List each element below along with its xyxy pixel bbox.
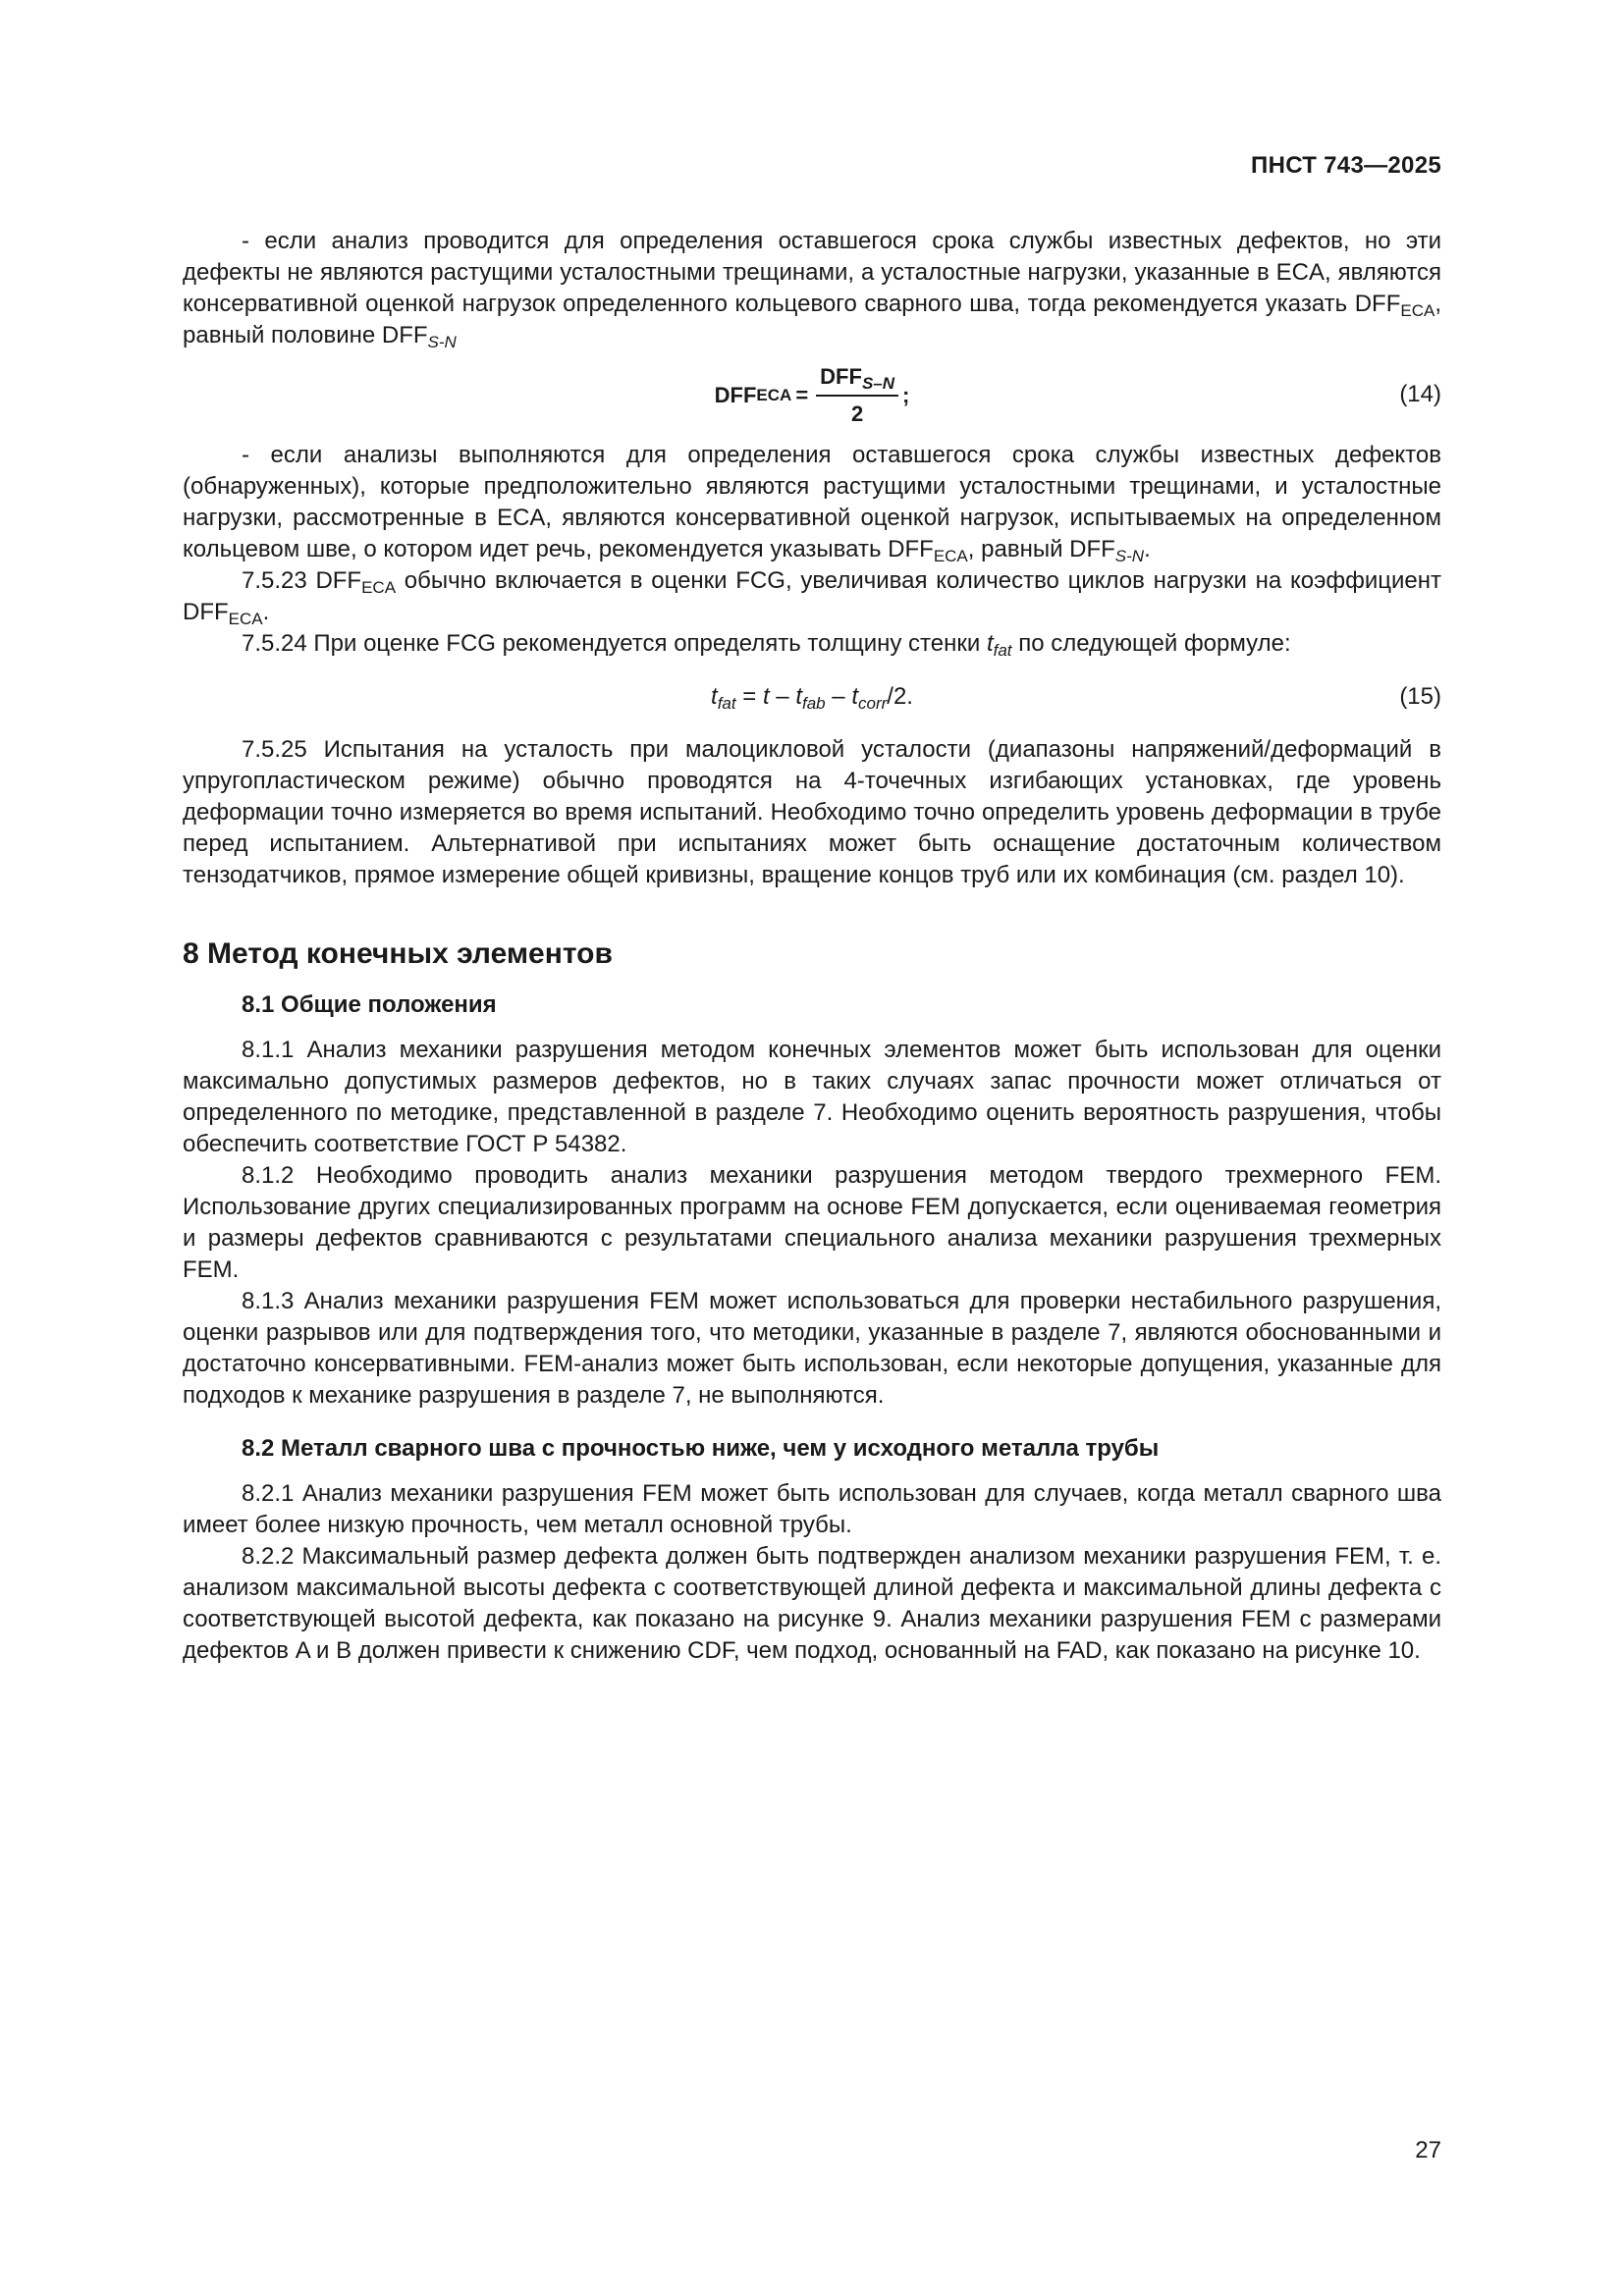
section-8-title: 8 Метод конечных элементов [183, 937, 613, 970]
subscript: ECA [933, 547, 968, 565]
section-8-1-title: 8.1 Общие положения [242, 991, 497, 1018]
subscript: S-N [1114, 547, 1145, 565]
var: t [795, 683, 802, 710]
formula-14 [183, 361, 1441, 430]
paragraph-dff-equal [183, 440, 1441, 565]
subscript: ECA [1400, 301, 1435, 320]
sub: fat [717, 694, 736, 713]
numerator-subscript: S–N [861, 374, 895, 393]
subscript: ECA [228, 610, 263, 628]
section-8-2-title: 8.2 Металл сварного шва с прочностью ниже, чем у исходного металла трубы [242, 1435, 1160, 1462]
formula-15-expression [183, 669, 1441, 713]
text: . [262, 599, 270, 625]
fraction-denominator: 2 [850, 401, 864, 426]
paragraph-8-1-3: 8.1.3 Анализ механики разрушения FEM может использоваться для проверки нестабильного разрушения, оценки разрывов или для подтверждения того, что методики, указанные в разделе 7, являются обоснованными и достаточно консервативными. FEM-анализ может быть использован, если некоторые допущения, указанные для подходов к механике разрушения в разделе 7, не выполняются. [183, 1288, 1441, 1409]
paragraph-7-5-25: 7.5.25 Испытания на усталость при малоцикловой усталости (диапазоны напряжений/деформаций в упругопластическом режиме) обычно проводятся на 4-точечных изгибающих установках, где уровень деформации точно измеряется во время испытаний. Необходимо точно определить уровень деформации в трубе перед испытанием. Альтернативой при испытаниях может быть оснащение достаточным количеством тензодатчиков, прямое измерение общей кривизны, вращение концов труб или их комбинация (см. раздел 10). [183, 736, 1441, 888]
var: t [851, 683, 858, 710]
text: , равный половине DFF [183, 291, 1441, 348]
formula-fraction [816, 361, 898, 430]
text: 7.5.23 DFF [242, 567, 362, 594]
text: , равный DFF [967, 536, 1115, 562]
page-number: 27 [1415, 2137, 1441, 2163]
formula-number: (15) [1399, 683, 1441, 710]
text: - если анализ проводится для определения оставшегося срока службы известных дефектов, но эти дефекты не являются растущими усталостными трещинами, а усталостные нагрузки, указанные в ECA, являются консервативной оценкой нагрузок определенного кольцевого сварного шва, тогда рекомендуется указать DFF [183, 228, 1441, 317]
formula-equals: = [795, 383, 809, 407]
document-header: ПНСТ 743—2025 [1251, 152, 1441, 179]
var: t [762, 683, 770, 710]
sub: fab [802, 694, 826, 713]
formula-tail: ; [902, 383, 910, 407]
text: 7.5.24 При оценке FCG рекомендуется определять толщину стенки [242, 630, 987, 657]
page-content [183, 226, 1441, 1667]
paragraph-8-1-2: 8.1.2 Необходимо проводить анализ механики разрушения методом твердого трехмерного FEM. Использование других специализированных программ на основе FEM допускается, если оцениваемая геометрия и размеры дефектов сравниваются с результатами специального анализа механики разрушения трехмерных FEM. [183, 1162, 1441, 1283]
text: обычно включается в оценки FCG, увеличивая количество циклов нагрузки на коэффициент DFF [183, 567, 1441, 625]
subscript: ECA [361, 578, 397, 597]
variable: t [986, 630, 994, 657]
paragraph-8-2-1: 8.2.1 Анализ механики разрушения FEM может быть использован для случаев, когда металл сварного шва имеет более низкую прочность, чем металл основной трубы. [183, 1480, 1441, 1538]
paragraph-dff-half [183, 226, 1441, 351]
tail: /2. [887, 683, 913, 710]
op: – [825, 683, 852, 710]
text: . [1144, 536, 1151, 562]
formula-15 [183, 669, 1441, 724]
op: – [769, 683, 796, 710]
subscript: fat [993, 641, 1012, 660]
formula-number: (14) [1399, 381, 1441, 407]
var: t [711, 683, 718, 710]
formula-14-expression: DFF ECA = $\frac{DFF_{S-N}}{2}$ ; [183, 361, 1441, 430]
op: = [735, 683, 763, 710]
paragraph-8-1-1: 8.1.1 Анализ механики разрушения методом конечных элементов может быть использован для оценки максимально допустимых размеров дефектов, но в таких случаях запас прочности может отличаться от определенного по методике, представленной в разделе 7. Необходимо оценить вероятность разрушения, чтобы обеспечить соответствие ГОСТ Р 54382. [183, 1037, 1441, 1157]
paragraph-8-2-2: 8.2.2 Максимальный размер дефекта должен быть подтвержден анализом механики разрушения FEM, т. е. анализом максимальной высоты дефекта с соответствующей длиной дефекта и максимальной длины дефекта с соответствующей высотой дефекта, как показано на рисунке 9. Анализ механики разрушения FEM с размерами дефектов A и B должен привести к снижению CDF, чем подход, основанный на FAD, как показано на рисунке 10. [183, 1543, 1441, 1664]
subscript: S-N [427, 333, 457, 351]
sub: corr [858, 694, 888, 713]
formula-lhs: DFF [714, 383, 757, 407]
text: по следующей формуле: [1011, 630, 1291, 657]
fraction-numerator [816, 361, 898, 397]
paragraph-7-5-23 [183, 565, 1441, 628]
paragraph-7-5-24 [183, 628, 1441, 660]
numerator-text: DFF [820, 364, 862, 389]
text: - если анализы выполняются для определения оставшегося срока службы известных дефектов (обнаруженных), которые предположительно являются растущими усталостными трещинами, и усталостные нагрузки, рассмотренные в ECA, являются консервативной оценкой нагрузок, испытываемых на определенном кольцевом шве, о котором идет речь, рекомендуется указывать DFF [183, 442, 1441, 562]
